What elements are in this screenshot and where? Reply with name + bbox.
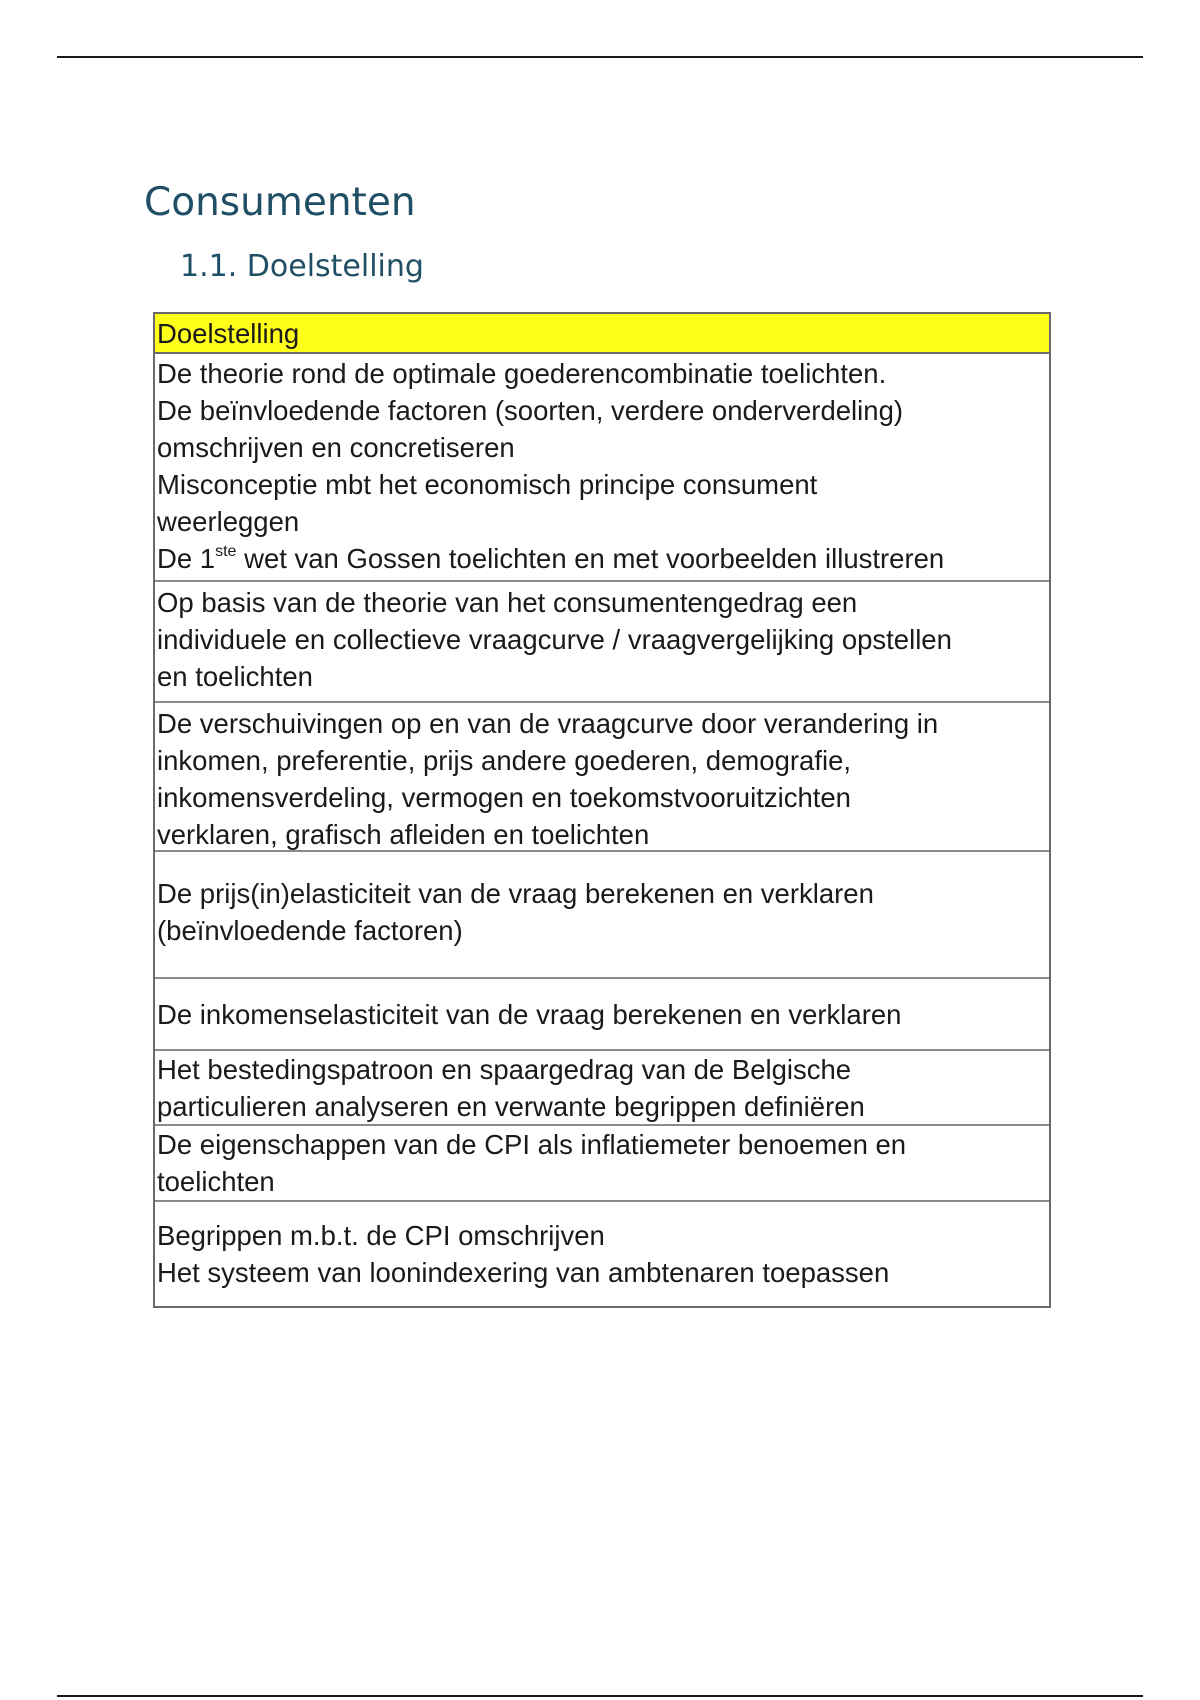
top-rule [57,56,1143,58]
ordinal-superscript: ste [215,542,237,560]
row-text: De inkomenselasticiteit van de vraag berekenen en verklaren [157,998,902,1030]
goals-table [153,312,1051,1308]
row-text: Misconceptie mbt het economisch principe consument [157,469,818,500]
table-row [155,1202,1049,1306]
table-row [155,979,1049,1051]
row-text: inkomen, preferentie, prijs andere goederen, demografie, [157,745,852,776]
row-text: Het systeem van loonindexering van ambtenaren toepassen [157,1257,890,1288]
row-text: De verschuivingen op en van de vraagcurve door verandering in [157,708,939,739]
row-text: en toelichten [157,661,313,692]
row-text: (beïnvloedende factoren) [157,914,463,946]
table-row [155,354,1049,582]
gossen-prefix: De 1 [157,543,216,574]
row-text: De eigenschappen van de CPI als inflatiemeter benoemen en [157,1129,907,1160]
table-row [155,1051,1049,1126]
row-text: Op basis van de theorie van het consumentengedrag een [157,587,858,618]
row-text: De beïnvloedende factoren (soorten, verdere onderverdeling) [157,395,904,426]
row-text: toelichten [157,1166,275,1197]
page-title: Consumenten [144,180,416,225]
table-header: Doelstelling [155,314,1049,354]
table-row [155,852,1049,979]
row-text: omschrijven en concretiseren [157,432,515,463]
row-text: De theorie rond de optimale goederencombinatie toelichten. [157,358,887,389]
table-row [155,703,1049,852]
row-text: De prijs(in)elasticiteit van de vraag berekenen en verklaren [157,877,874,909]
row-text: individuele en collectieve vraagcurve / vraagvergelijking opstellen [157,624,952,655]
row-text-gossen [157,540,1049,577]
bottom-rule [57,1695,1143,1697]
gossen-suffix: wet van Gossen toelichten en met voorbeelden illustreren [236,543,945,574]
row-text: Begrippen m.b.t. de CPI omschrijven [157,1220,605,1251]
row-text: verklaren, grafisch afleiden en toelichten [157,819,650,850]
row-text: inkomensverdeling, vermogen en toekomstvooruitzichten [157,782,851,813]
row-text: Het bestedingspatroon en spaargedrag van de Belgische [157,1054,852,1085]
table-row [155,1126,1049,1202]
row-text: weerleggen [157,506,300,537]
table-row [155,582,1049,703]
row-text: particulieren analyseren en verwante begrippen definiëren [157,1091,865,1122]
section-heading: 1.1. Doelstelling [180,249,424,284]
